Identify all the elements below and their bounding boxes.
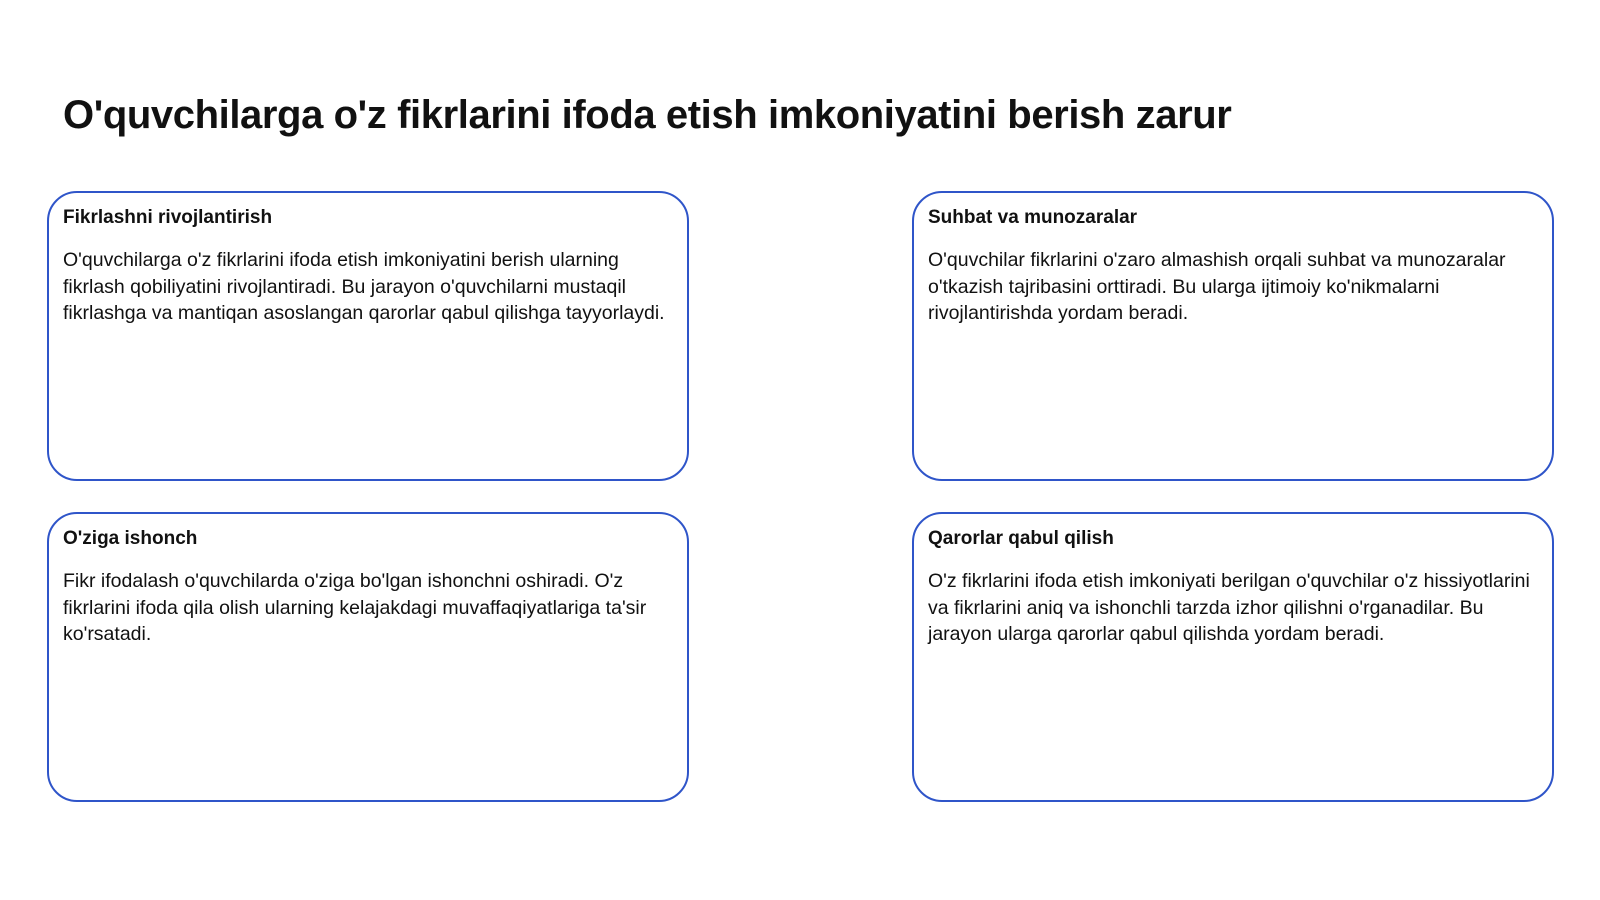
slide-title: O'quvchilarga o'z fikrlarini ifoda etish imkoniyatini berish zarur [63,93,1232,137]
card-body: Fikr ifodalash o'quvchilarda o'ziga bo'lgan ishonchni oshiradi. O'z fikrlarini ifoda qila olish ularning kelajakdagi muvaffaqiyatlariga ta'sir ko'rsatadi. [63,570,647,646]
card-qarorlar-qabul-qilish [912,512,1554,802]
card-body: O'quvchilar fikrlarini o'zaro almashish orqali suhbat va munozaralar o'tkazish tajribasini orttiradi. Bu ularga ijtimoiy ko'nikmalarni rivojlantirishda yordam beradi. [928,249,1506,325]
card-heading: Fikrlashni rivojlantirish [63,207,273,228]
card-oziga-ishonch [47,512,689,802]
card-heading: O'ziga ishonch [63,528,198,549]
card-heading: Suhbat va munozaralar [928,207,1138,228]
card-body: O'z fikrlarini ifoda etish imkoniyati berilgan o'quvchilar o'z hissiyotlarini va fikrlarini aniq va ishonchli tarzda izhor qilishni o'rganadilar. Bu jarayon ularga qarorlar qabul qilishda yordam beradi. [928,570,1530,646]
card-suhbat-va-munozaralar [912,191,1554,481]
card-heading: Qarorlar qabul qilish [928,528,1114,549]
card-fikrlashni-rivojlantirish [47,191,689,481]
card-body: O'quvchilarga o'z fikrlarini ifoda etish imkoniyatini berish ularning fikrlash qobiliyatini rivojlantiradi. Bu jarayon o'quvchilarni mustaqil fikrlashga va mantiqan asoslangan qarorlar qabul qilishga tayyorlaydi. [63,249,665,325]
